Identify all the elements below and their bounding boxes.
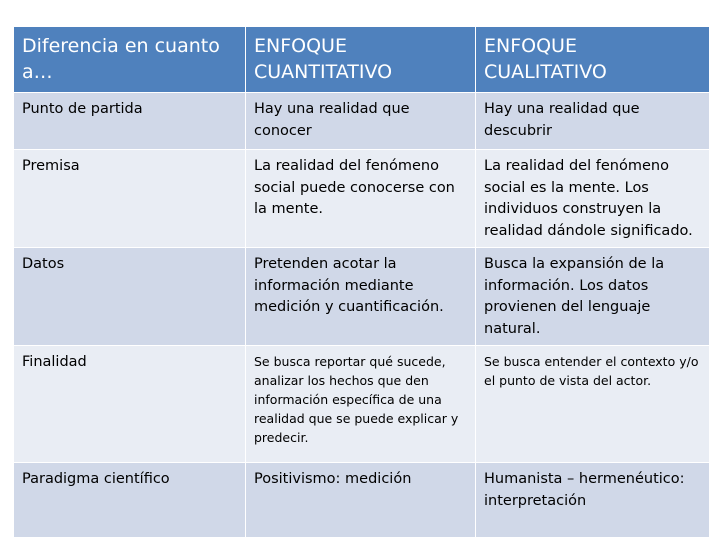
row-label: Finalidad xyxy=(14,346,246,463)
qualitative-cell: Hay una realidad que descubrir xyxy=(476,93,710,150)
quantitative-cell: Hay una realidad que conocer xyxy=(246,93,476,150)
quantitative-cell: Positivismo: medición xyxy=(246,463,476,538)
row-label: Punto de partida xyxy=(14,93,246,150)
table-row xyxy=(14,150,710,248)
table-row xyxy=(14,93,710,150)
row-label: Paradigma científico xyxy=(14,463,246,538)
table-row xyxy=(14,463,710,538)
qualitative-cell: Busca la expansión de la información. Los datos provienen del lenguaje natural. xyxy=(476,248,710,346)
qualitative-cell: Se busca entender el contexto y/o el punto de vista del actor. xyxy=(476,346,710,463)
table-row xyxy=(14,248,710,346)
qualitative-cell: La realidad del fenómeno social es la mente. Los individuos construyen la realidad dándole significado. xyxy=(476,150,710,248)
table-row xyxy=(14,346,710,463)
row-label: Datos xyxy=(14,248,246,346)
quantitative-cell: Pretenden acotar la información mediante medición y cuantificación. xyxy=(246,248,476,346)
header-quantitative: ENFOQUE CUANTITATIVO xyxy=(246,27,476,93)
quantitative-cell: La realidad del fenómeno social puede conocerse con la mente. xyxy=(246,150,476,248)
qualitative-cell: Humanista – hermenéutico: interpretación xyxy=(476,463,710,538)
header-difference: Diferencia en cuanto a… xyxy=(14,27,246,93)
row-label: Premisa xyxy=(14,150,246,248)
comparison-table xyxy=(13,26,710,538)
header-qualitative: ENFOQUE CUALITATIVO xyxy=(476,27,710,93)
header-row xyxy=(14,27,710,93)
quantitative-cell: Se busca reportar qué sucede, analizar los hechos que den información específica de una realidad que se puede explicar y predecir. xyxy=(246,346,476,463)
